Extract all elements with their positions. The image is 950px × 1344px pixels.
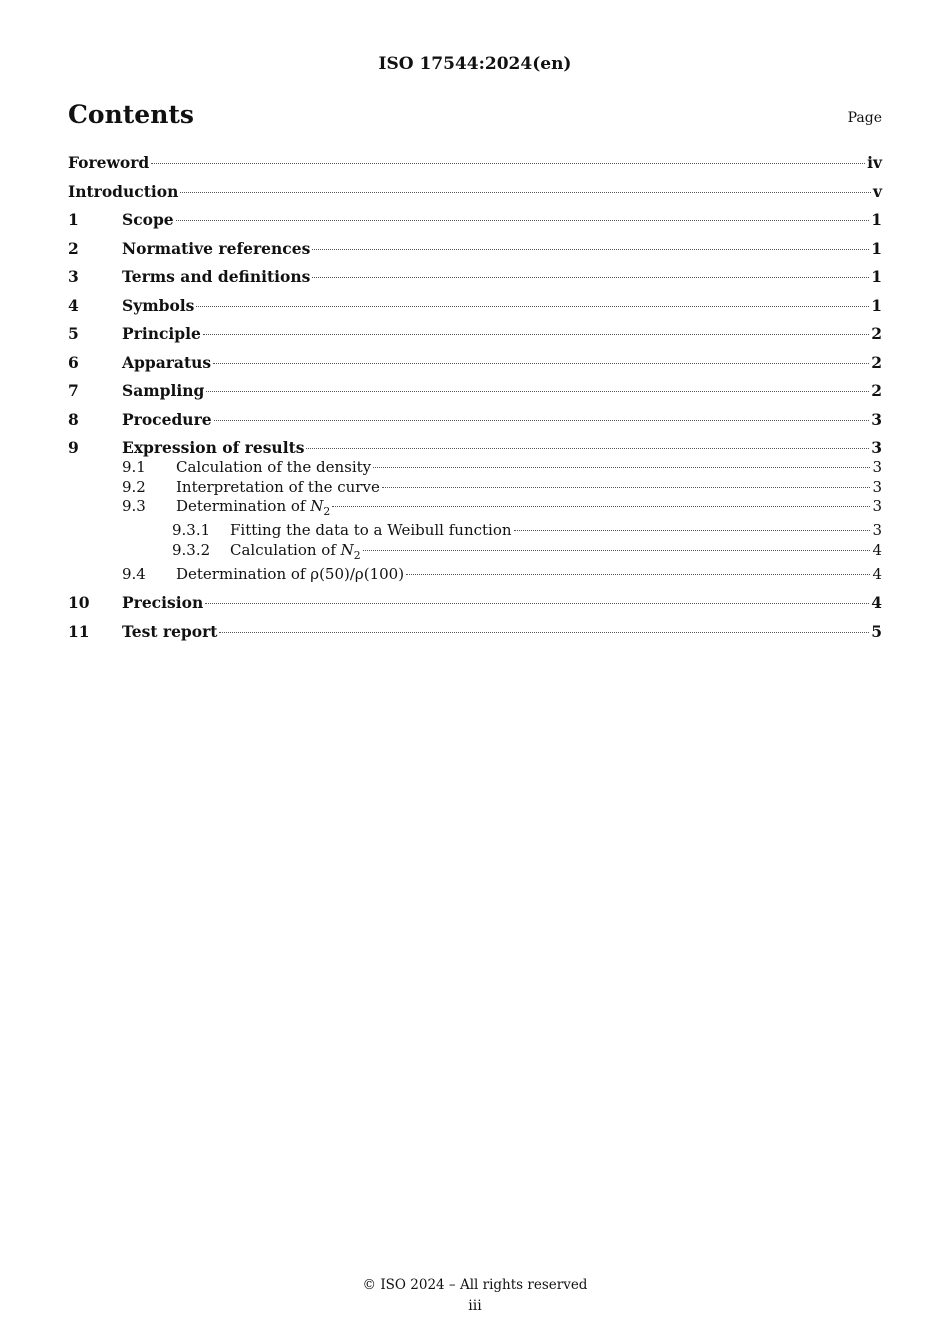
toc-entry-title: Terms and definitions xyxy=(122,267,311,286)
toc-entry-page: 2 xyxy=(871,381,882,400)
toc-subentry-calculation-of-density[interactable] xyxy=(68,458,882,478)
toc-subentry-determination-of-n2[interactable] xyxy=(68,497,882,521)
toc-entry-page: iv xyxy=(867,153,882,172)
toc-entry-title: Normative references xyxy=(122,238,311,258)
toc-entry-sampling[interactable] xyxy=(68,381,882,401)
toc-entry-number: 7 xyxy=(68,381,79,400)
dot-leader xyxy=(514,530,871,531)
toc-entry-number: 8 xyxy=(68,409,79,429)
toc-entry-title: Scope xyxy=(122,210,174,229)
dot-leader xyxy=(205,603,869,604)
page-number: iii xyxy=(468,1298,482,1314)
toc-entry-number: 6 xyxy=(68,352,79,372)
toc-entry-number: 9.1 xyxy=(122,458,146,476)
table-of-contents xyxy=(68,153,882,650)
toc-entry-title-text: Determination of xyxy=(176,497,311,515)
toc-entry-title: Calculation of the density xyxy=(176,458,372,476)
toc-entry-normative-references[interactable] xyxy=(68,239,882,259)
toc-entry-page: 4 xyxy=(872,565,882,584)
toc-entry-page: 3 xyxy=(872,497,882,515)
math-subscript: 2 xyxy=(323,504,331,518)
dot-leader xyxy=(151,163,865,164)
copyright-notice: © ISO 2024 – All rights reserved xyxy=(362,1277,588,1293)
toc-entry-number: 9.3 xyxy=(122,497,146,515)
toc-entry-page: 1 xyxy=(871,267,882,286)
toc-entry-title: Test report xyxy=(122,621,218,641)
dot-leader xyxy=(312,249,869,250)
toc-entry-apparatus[interactable] xyxy=(68,353,882,373)
toc-entry-title: Principle xyxy=(122,324,201,343)
toc-entry-expression-of-results[interactable] xyxy=(68,438,882,458)
toc-entry-page: 1 xyxy=(871,295,882,315)
toc-entry-page: 5 xyxy=(871,621,882,641)
dot-leader xyxy=(312,277,869,278)
dot-leader xyxy=(176,220,870,221)
dot-leader xyxy=(219,632,869,633)
toc-entry-title: Introduction xyxy=(68,181,179,201)
dot-leader xyxy=(332,506,870,507)
toc-entry-title-text: Calculation of xyxy=(230,540,341,559)
toc-entry-number: 9.4 xyxy=(122,565,146,584)
dot-leader xyxy=(213,363,869,364)
contents-title: Contents xyxy=(68,100,195,129)
toc-entry-number: 9.3.1 xyxy=(172,521,211,540)
toc-entry-page: 3 xyxy=(872,521,882,540)
toc-subentry-calculation-of-n2[interactable] xyxy=(68,541,882,565)
toc-subentry-determination-of-rho-ratio[interactable] xyxy=(68,565,882,585)
toc-entry-number: 1 xyxy=(68,210,79,229)
toc-entry-title-text: Determination of xyxy=(176,565,311,584)
toc-entry-title: Apparatus xyxy=(122,352,212,372)
toc-entry-number: 9.3.2 xyxy=(172,540,211,559)
toc-entry-title: Interpretation of the curve xyxy=(176,477,380,496)
toc-entry-title: Sampling xyxy=(122,381,205,400)
toc-entry-number: 10 xyxy=(68,593,90,613)
toc-entry-page: 2 xyxy=(871,352,882,372)
toc-entry-number: 9.2 xyxy=(122,477,146,496)
math-subscript: 2 xyxy=(353,548,361,562)
toc-entry-precision[interactable] xyxy=(68,593,882,613)
dot-leader xyxy=(196,306,869,307)
toc-subentry-interpretation-of-curve[interactable] xyxy=(68,478,882,498)
toc-entry-title: Symbols xyxy=(122,295,195,315)
toc-entry-terms-and-definitions[interactable] xyxy=(68,267,882,287)
dot-leader xyxy=(206,391,869,392)
toc-entry-title: Fitting the data to a Weibull function xyxy=(230,521,512,540)
toc-subentry-fitting-weibull[interactable] xyxy=(68,521,882,541)
toc-entry-page: 1 xyxy=(871,210,882,229)
dot-leader xyxy=(214,420,870,421)
toc-entry-title: Expression of results xyxy=(122,438,305,457)
math-expression: ρ(50)/ρ(100) xyxy=(310,565,405,584)
dot-leader xyxy=(363,550,871,551)
math-symbol: N xyxy=(310,497,324,515)
toc-entry-page: 1 xyxy=(871,238,882,258)
toc-entry-scope[interactable] xyxy=(68,210,882,230)
toc-entry-page: 4 xyxy=(871,593,882,613)
toc-entry-page: v xyxy=(872,181,882,201)
dot-leader xyxy=(203,334,869,335)
toc-entry-symbols[interactable] xyxy=(68,296,882,316)
toc-entry-title xyxy=(230,541,361,565)
dot-leader xyxy=(373,467,870,468)
toc-entry-page: 2 xyxy=(871,324,882,343)
toc-entry-page: 3 xyxy=(872,458,882,476)
toc-entry-page: 3 xyxy=(872,477,882,496)
toc-entry-title xyxy=(176,565,404,585)
toc-entry-title: Procedure xyxy=(122,409,212,429)
toc-entry-title: Foreword xyxy=(68,153,150,172)
toc-entry-page: 3 xyxy=(871,438,882,457)
toc-entry-procedure[interactable] xyxy=(68,410,882,430)
math-symbol: N xyxy=(340,540,354,559)
toc-entry-test-report[interactable] xyxy=(68,622,882,642)
toc-entry-principle[interactable] xyxy=(68,324,882,344)
dot-leader xyxy=(382,487,871,488)
dot-leader xyxy=(306,448,869,449)
dot-leader xyxy=(406,574,870,575)
toc-entry-number: 11 xyxy=(68,621,90,641)
toc-entry-number: 9 xyxy=(68,438,79,457)
toc-entry-title xyxy=(176,497,330,521)
toc-entry-number: 5 xyxy=(68,324,79,343)
toc-entry-number: 3 xyxy=(68,267,79,286)
toc-entry-foreword[interactable] xyxy=(68,153,882,173)
toc-entry-page: 4 xyxy=(872,540,882,559)
page-column-label: Page xyxy=(847,110,882,126)
toc-entry-number: 4 xyxy=(68,295,79,315)
toc-entry-title: Precision xyxy=(122,593,204,613)
toc-entry-introduction[interactable] xyxy=(68,182,882,202)
toc-entry-page: 3 xyxy=(871,409,882,429)
dot-leader xyxy=(180,192,871,193)
document-id: ISO 17544:2024(en) xyxy=(378,54,572,74)
toc-entry-number: 2 xyxy=(68,238,79,258)
